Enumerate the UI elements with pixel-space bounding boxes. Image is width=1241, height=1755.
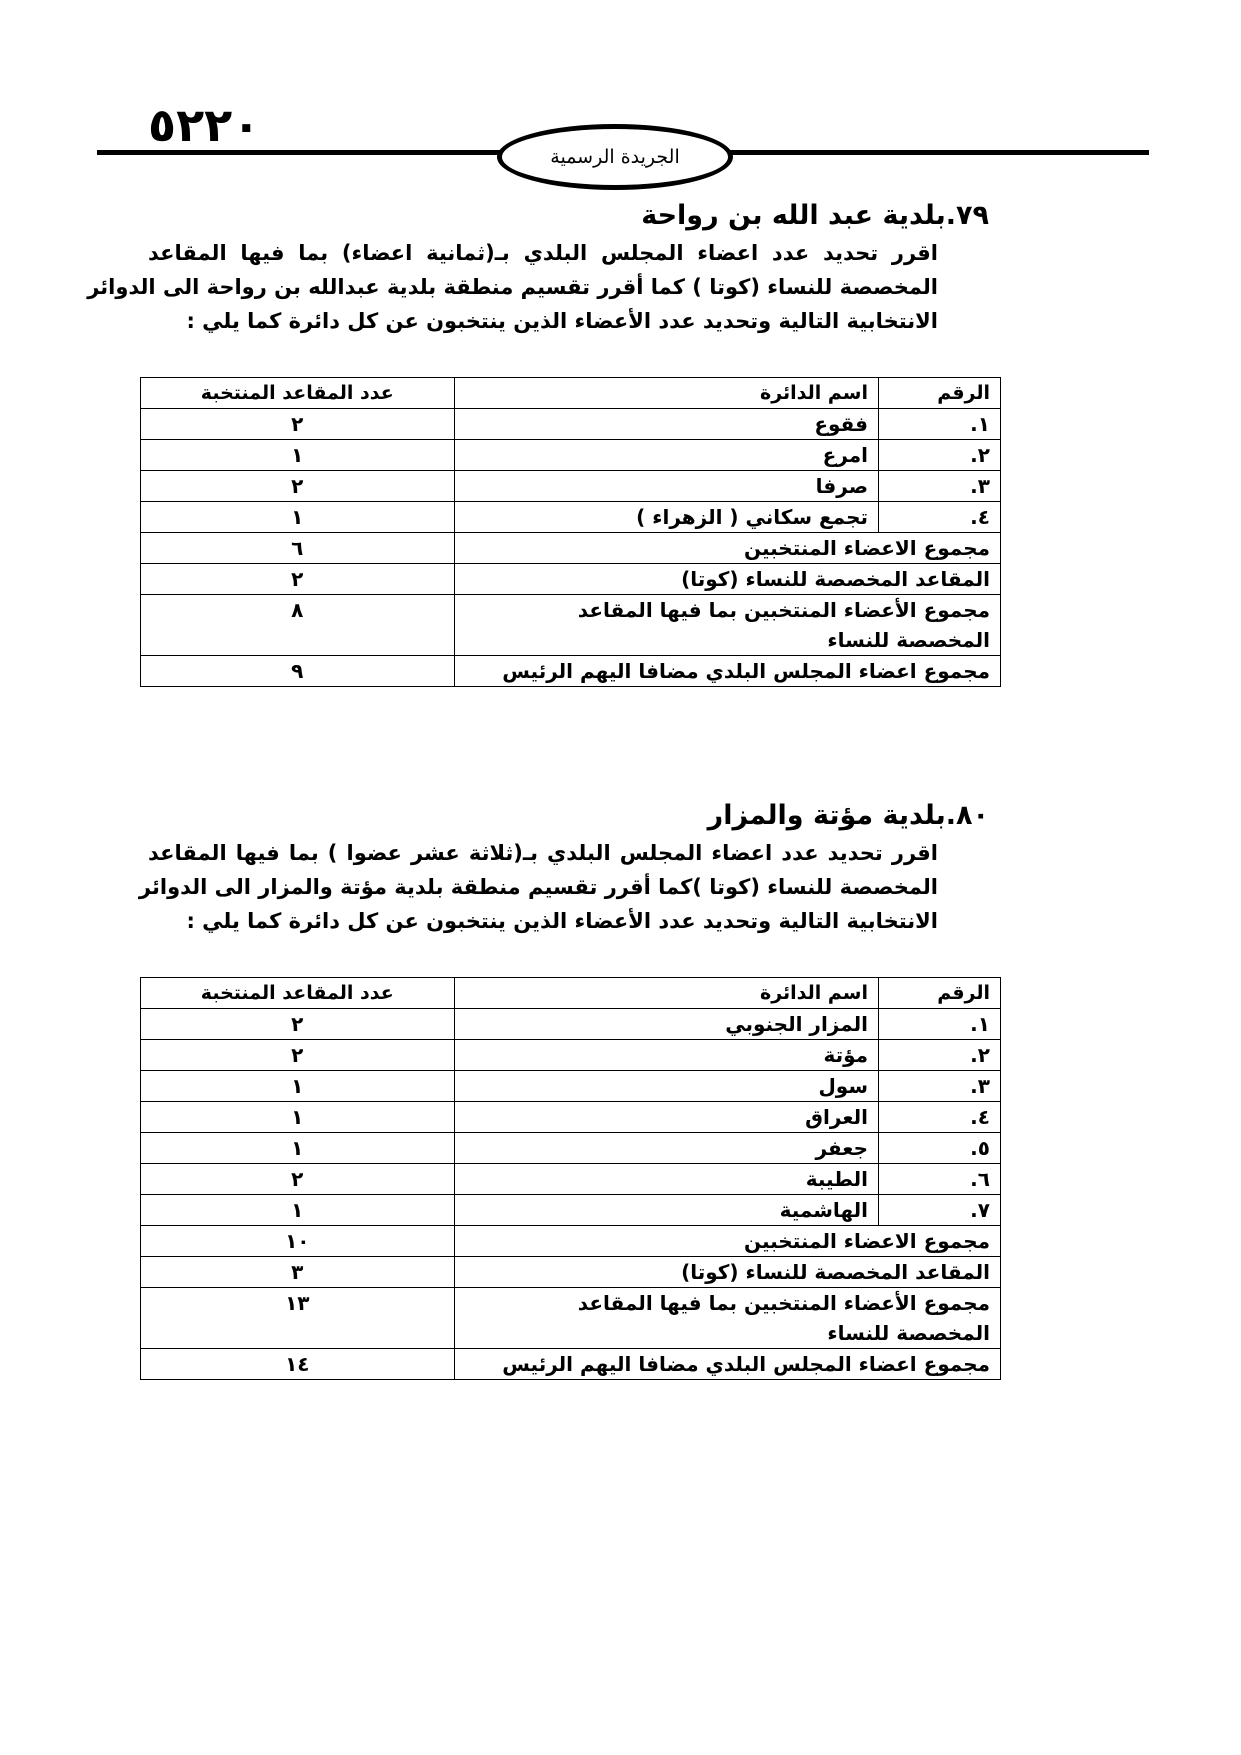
body-line: المخصصة للنساء (كوتا )كما أقرر تقسيم منطقة بلدية مؤتة والمزار الى الدوائر [138, 875, 938, 899]
header-seats: عدد المقاعد المنتخبة [141, 378, 455, 409]
total-value: ٣ [141, 1257, 455, 1288]
total-value: ١٣ [141, 1288, 455, 1349]
row-number: ٥. [879, 1133, 1001, 1164]
row-seats: ١ [141, 440, 455, 471]
row-seats: ٢ [141, 409, 455, 440]
total-row [141, 595, 1001, 656]
table-header-row [141, 978, 1001, 1009]
table-row [141, 1009, 1001, 1040]
total-value: ١٤ [141, 1349, 455, 1380]
row-number: ٢. [879, 440, 1001, 471]
total-row [141, 533, 1001, 564]
body-line: الانتخابية التالية وتحديد عدد الأعضاء الذين ينتخبون عن كل دائرة كما يلي : [186, 309, 938, 333]
row-district: الهاشمية [454, 1195, 878, 1226]
row-district: امرع [454, 440, 878, 471]
row-district: صرفا [454, 471, 878, 502]
total-label: المقاعد المخصصة للنساء (كوتا) [454, 1257, 1000, 1288]
row-seats: ٢ [141, 1164, 455, 1195]
row-district: المزار الجنوبي [454, 1009, 878, 1040]
row-number: ١. [879, 1009, 1001, 1040]
row-seats: ١ [141, 502, 455, 533]
body-line: المخصصة للنساء (كوتا ) كما أقرر تقسيم منطقة بلدية عبدالله بن رواحة الى الدوائر [87, 275, 938, 299]
total-value: ٢ [141, 564, 455, 595]
table-row [141, 502, 1001, 533]
row-seats: ٢ [141, 1009, 455, 1040]
section-title-79: ٧٩.بلدية عبد الله بن رواحة [641, 200, 989, 231]
total-label: مجموع الاعضاء المنتخبين [454, 533, 1000, 564]
row-seats: ٢ [141, 1040, 455, 1071]
total-label: مجموع اعضاء المجلس البلدي مضافا اليهم الرئيس [454, 1349, 1000, 1380]
row-district: تجمع سكاني ( الزهراء ) [454, 502, 878, 533]
row-district: فقوع [454, 409, 878, 440]
row-number: ١. [879, 409, 1001, 440]
total-label [454, 1288, 1000, 1349]
header-district: اسم الدائرة [454, 978, 878, 1009]
header-district: اسم الدائرة [454, 378, 878, 409]
gazette-title-oval [497, 124, 733, 190]
table-row [141, 1195, 1001, 1226]
row-number: ٣. [879, 1071, 1001, 1102]
total-label: مجموع اعضاء المجلس البلدي مضافا اليهم الرئيس [454, 656, 1000, 687]
table-row [141, 1102, 1001, 1133]
total-row [141, 1257, 1001, 1288]
total-label: مجموع الاعضاء المنتخبين [454, 1226, 1000, 1257]
total-value: ٩ [141, 656, 455, 687]
table-row [141, 471, 1001, 502]
row-district: مؤتة [454, 1040, 878, 1071]
total-row [141, 1288, 1001, 1349]
row-seats: ٢ [141, 471, 455, 502]
row-number: ٢. [879, 1040, 1001, 1071]
row-district: العراق [454, 1102, 878, 1133]
total-row [141, 564, 1001, 595]
table-row [141, 1133, 1001, 1164]
row-seats: ١ [141, 1195, 455, 1226]
row-district: جعفر [454, 1133, 878, 1164]
total-value: ٨ [141, 595, 455, 656]
header-number: الرقم [879, 978, 1001, 1009]
districts-table-80 [140, 977, 1001, 1380]
body-line: الانتخابية التالية وتحديد عدد الأعضاء الذين ينتخبون عن كل دائرة كما يلي : [186, 909, 938, 933]
row-seats: ١ [141, 1071, 455, 1102]
header-number: الرقم [879, 378, 1001, 409]
total-row [141, 1349, 1001, 1380]
total-label [454, 595, 1000, 656]
body-line: اقرر تحديد عدد اعضاء المجلس البلدي بـ(ثمانية اعضاء) بما فيها المقاعد [148, 241, 938, 265]
total-value: ١٠ [141, 1226, 455, 1257]
table-row [141, 1040, 1001, 1071]
row-seats: ١ [141, 1102, 455, 1133]
total-label: المقاعد المخصصة للنساء (كوتا) [454, 564, 1000, 595]
section-title-80: ٨٠.بلدية مؤتة والمزار [707, 800, 989, 831]
row-number: ٤. [879, 1102, 1001, 1133]
section-body-79 [87, 236, 938, 338]
districts-table-79 [140, 377, 1001, 687]
table-row [141, 1071, 1001, 1102]
row-number: ٤. [879, 502, 1001, 533]
page-number: ٥٢٢٠ [148, 98, 261, 152]
gazette-title: الجريدة الرسمية [550, 146, 680, 168]
row-seats: ١ [141, 1133, 455, 1164]
total-label-text: مجموع الأعضاء المنتخبين بما فيها المقاعد المخصصة للنساء [577, 1291, 990, 1345]
row-number: ٧. [879, 1195, 1001, 1226]
table-header-row [141, 378, 1001, 409]
table-row [141, 1164, 1001, 1195]
row-district: الطيبة [454, 1164, 878, 1195]
body-line: اقرر تحديد عدد اعضاء المجلس البلدي بـ(ثلاثة عشر عضوا ) بما فيها المقاعد [148, 841, 938, 865]
section-body-80 [138, 836, 938, 938]
row-number: ٦. [879, 1164, 1001, 1195]
table-row [141, 440, 1001, 471]
total-row [141, 656, 1001, 687]
total-value: ٦ [141, 533, 455, 564]
header-seats: عدد المقاعد المنتخبة [141, 978, 455, 1009]
row-number: ٣. [879, 471, 1001, 502]
total-row [141, 1226, 1001, 1257]
table-row [141, 409, 1001, 440]
total-label-text: مجموع الأعضاء المنتخبين بما فيها المقاعد المخصصة للنساء [577, 598, 990, 652]
row-district: سول [454, 1071, 878, 1102]
